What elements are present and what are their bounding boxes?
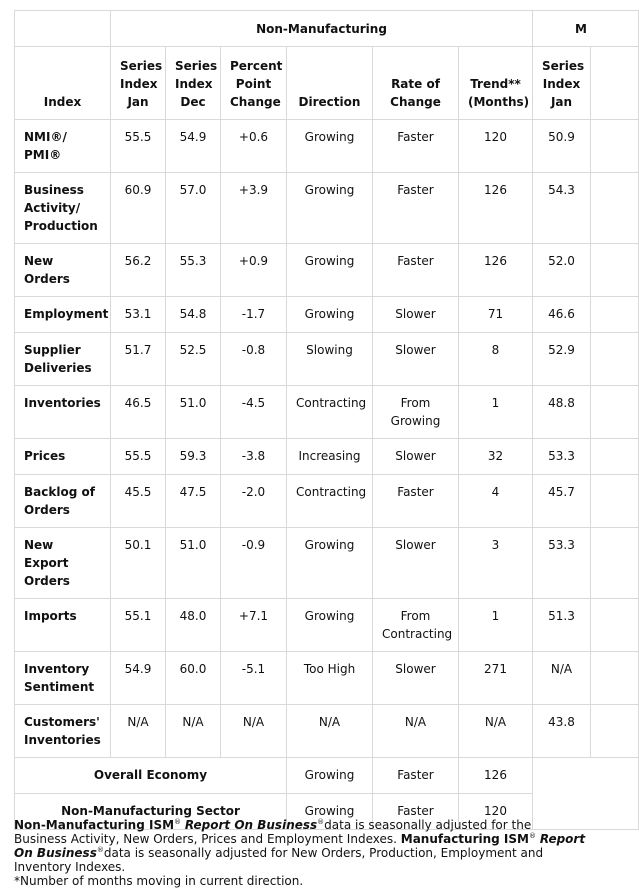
series-dec-cell: 54.9 — [166, 120, 221, 173]
mfg-series-jan-cell: 53.3 — [533, 528, 591, 599]
mfg-series-jan-cell: 52.9 — [533, 333, 591, 386]
registered-mark: ® — [528, 832, 536, 840]
ism-report-table-container — [14, 10, 587, 818]
series-jan-cell: 60.9 — [111, 173, 166, 244]
series-dec-cell: N/A — [166, 705, 221, 758]
header-line: Change — [390, 95, 441, 109]
direction-cell: Too High — [287, 652, 373, 705]
header-line: Index — [120, 77, 158, 91]
index-name-cell: Employment — [15, 297, 111, 333]
index-name-cell: Supplier Deliveries — [15, 333, 111, 386]
mfg-next-column-header — [591, 47, 639, 120]
table-row — [15, 333, 639, 386]
m-brand: Manufacturing ISM — [400, 832, 529, 846]
registered-mark: ® — [96, 846, 104, 854]
seasonal-adjustment-note — [14, 818, 586, 874]
registered-mark: ® — [317, 818, 325, 826]
direction-cell: Growing — [287, 173, 373, 244]
trend-cell: 120 — [459, 120, 533, 173]
series-dec-cell: 54.8 — [166, 297, 221, 333]
mfg-series-jan-cell: 48.8 — [533, 386, 591, 439]
column-header-row — [15, 47, 639, 120]
percent-change-cell: N/A — [221, 705, 287, 758]
rate-of-change-cell: Faster — [373, 475, 459, 528]
percent-change-cell: -5.1 — [221, 652, 287, 705]
direction-cell: Growing — [287, 120, 373, 173]
mfg-next-cell — [591, 652, 639, 705]
percent-change-cell: +0.9 — [221, 244, 287, 297]
percent-change-cell: +0.6 — [221, 120, 287, 173]
group-header-row — [15, 11, 639, 47]
header-line: Jan — [550, 95, 573, 109]
series-jan-cell: 46.5 — [111, 386, 166, 439]
mfg-series-jan-cell: 51.3 — [533, 599, 591, 652]
mfg-next-cell — [591, 599, 639, 652]
non-manufacturing-group-header: Non-Manufacturing — [111, 11, 533, 47]
header-line: Series — [120, 59, 163, 73]
table-row — [15, 475, 639, 528]
percent-change-cell: -4.5 — [221, 386, 287, 439]
series-jan-cell: N/A — [111, 705, 166, 758]
trend-column-header — [459, 47, 533, 120]
series-jan-cell: 45.5 — [111, 475, 166, 528]
rate-of-change-cell: Faster — [373, 794, 459, 830]
header-line: Trend** — [470, 77, 521, 91]
mfg-next-cell — [591, 120, 639, 173]
index-name-cell: New Orders — [15, 244, 111, 297]
series-jan-cell: 55.1 — [111, 599, 166, 652]
m-adjustment-text: data is seasonally adjusted for New Orders, Production, Employment and Inventory Indexes. — [14, 846, 544, 874]
header-line: Series — [542, 59, 585, 73]
percent-change-cell: +3.9 — [221, 173, 287, 244]
trend-cell: 1 — [459, 599, 533, 652]
percent-change-cell: -0.9 — [221, 528, 287, 599]
header-line: Point — [235, 77, 272, 91]
series-dec-cell: 51.0 — [166, 528, 221, 599]
table-row — [15, 386, 639, 439]
table-body — [15, 120, 639, 830]
summary-row — [15, 758, 639, 794]
table-row — [15, 652, 639, 705]
direction-cell: Contracting — [287, 475, 373, 528]
direction-cell: Growing — [287, 758, 373, 794]
direction-cell: N/A — [287, 705, 373, 758]
header-line: Percent — [230, 59, 283, 73]
percent-change-cell: -2.0 — [221, 475, 287, 528]
mfg-next-cell — [591, 705, 639, 758]
direction-cell: Slowing — [287, 333, 373, 386]
mfg-next-cell — [591, 386, 639, 439]
series-dec-cell: 55.3 — [166, 244, 221, 297]
empty-corner-cell — [15, 11, 111, 47]
index-column-header: Index — [15, 47, 111, 120]
index-name-cell: NMI®/ PMI® — [15, 120, 111, 173]
mfg-next-cell — [591, 439, 639, 475]
header-line: (Months) — [468, 95, 530, 109]
rate-of-change-cell: Slower — [373, 652, 459, 705]
index-name-cell: Inventories — [15, 386, 111, 439]
series-dec-cell: 51.0 — [166, 386, 221, 439]
percent-point-change-column-header — [221, 47, 287, 120]
rate-of-change-cell: From Growing — [373, 386, 459, 439]
trend-cell: 4 — [459, 475, 533, 528]
series-dec-cell: 47.5 — [166, 475, 221, 528]
rate-of-change-cell: From Contracting — [373, 599, 459, 652]
manufacturing-group-header: M — [533, 11, 639, 47]
header-line: Index — [542, 77, 581, 91]
index-name-cell: Backlog of Orders — [15, 475, 111, 528]
series-dec-cell: 59.3 — [166, 439, 221, 475]
table-row — [15, 244, 639, 297]
rate-of-change-cell: N/A — [373, 705, 459, 758]
index-name-cell: New Export Orders — [15, 528, 111, 599]
direction-cell: Growing — [287, 244, 373, 297]
mfg-next-cell — [591, 528, 639, 599]
mfg-series-jan-cell: 43.8 — [533, 705, 591, 758]
percent-change-cell: -1.7 — [221, 297, 287, 333]
series-dec-cell: 57.0 — [166, 173, 221, 244]
direction-cell: Growing — [287, 794, 373, 830]
series-jan-column-header — [111, 47, 166, 120]
trend-cell: 71 — [459, 297, 533, 333]
nm-adjustment-text: data is seasonally adjusted for the Business Activity, New Orders, Prices and Employment Indexes. — [14, 818, 532, 846]
rate-of-change-cell: Slower — [373, 297, 459, 333]
trend-cell: 8 — [459, 333, 533, 386]
header-line: Change — [230, 95, 281, 109]
table-row — [15, 705, 639, 758]
trend-cell: 1 — [459, 386, 533, 439]
series-jan-cell: 51.7 — [111, 333, 166, 386]
index-name-cell: Customers' Inventories — [15, 705, 111, 758]
index-name-cell: Imports — [15, 599, 111, 652]
series-jan-cell: 54.9 — [111, 652, 166, 705]
series-dec-cell: 60.0 — [166, 652, 221, 705]
percent-change-cell: +7.1 — [221, 599, 287, 652]
series-jan-cell: 50.1 — [111, 528, 166, 599]
trend-cell: 120 — [459, 794, 533, 830]
trend-cell: 126 — [459, 173, 533, 244]
mfg-next-cell — [591, 173, 639, 244]
header-line: Index — [175, 77, 213, 91]
table-row — [15, 120, 639, 173]
header-line: Rate of — [391, 77, 440, 91]
direction-cell: Growing — [287, 528, 373, 599]
trend-note: *Number of months moving in current direction. — [14, 874, 304, 888]
mfg-series-jan-cell: 50.9 — [533, 120, 591, 173]
rate-of-change-column-header — [373, 47, 459, 120]
table-row — [15, 599, 639, 652]
series-jan-cell: 56.2 — [111, 244, 166, 297]
trend-cell: 3 — [459, 528, 533, 599]
series-jan-cell: 55.5 — [111, 120, 166, 173]
header-line: Series — [175, 59, 218, 73]
summary-label-cell: Non-Manufacturing Sector — [15, 794, 287, 830]
rate-of-change-cell: Faster — [373, 244, 459, 297]
report-title: Report On Business — [14, 832, 586, 860]
mfg-series-jan-cell: N/A — [533, 652, 591, 705]
trend-cell: N/A — [459, 705, 533, 758]
table-row — [15, 173, 639, 244]
mfg-next-cell — [591, 244, 639, 297]
series-dec-column-header — [166, 47, 221, 120]
nm-brand: Non-Manufacturing ISM — [14, 818, 175, 832]
summary-label-cell: Overall Economy — [15, 758, 287, 794]
direction-cell: Growing — [287, 297, 373, 333]
trend-cell: 32 — [459, 439, 533, 475]
mfg-series-jan-cell: 45.7 — [533, 475, 591, 528]
rate-of-change-cell: Slower — [373, 439, 459, 475]
index-name-cell: Inventory Sentiment — [15, 652, 111, 705]
mfg-series-jan-cell: 46.6 — [533, 297, 591, 333]
mfg-next-cell — [591, 475, 639, 528]
mfg-next-cell — [591, 297, 639, 333]
percent-change-cell: -0.8 — [221, 333, 287, 386]
series-dec-cell: 52.5 — [166, 333, 221, 386]
rate-of-change-cell: Faster — [373, 758, 459, 794]
footnote — [14, 818, 586, 888]
percent-change-cell: -3.8 — [221, 439, 287, 475]
mfg-series-jan-column-header — [533, 47, 591, 120]
series-jan-cell: 55.5 — [111, 439, 166, 475]
rate-of-change-cell: Faster — [373, 173, 459, 244]
registered-mark: ® — [174, 818, 182, 826]
mfg-next-cell — [591, 333, 639, 386]
direction-cell: Increasing — [287, 439, 373, 475]
report-title: Report On Business — [184, 818, 318, 832]
index-name-cell: Business Activity/ Production — [15, 173, 111, 244]
trend-cell: 126 — [459, 244, 533, 297]
table-row — [15, 439, 639, 475]
direction-column-header: Direction — [287, 47, 373, 120]
rate-of-change-cell: Slower — [373, 333, 459, 386]
header-line: Jan — [127, 95, 149, 109]
direction-cell: Contracting — [287, 386, 373, 439]
index-name-cell: Prices — [15, 439, 111, 475]
mfg-series-jan-cell: 53.3 — [533, 439, 591, 475]
series-dec-cell: 48.0 — [166, 599, 221, 652]
trend-cell: 271 — [459, 652, 533, 705]
rate-of-change-cell: Faster — [373, 120, 459, 173]
table-row — [15, 528, 639, 599]
header-line: Dec — [180, 95, 206, 109]
mfg-series-jan-cell: 54.3 — [533, 173, 591, 244]
ism-report-table — [14, 10, 639, 830]
direction-cell: Growing — [287, 599, 373, 652]
table-row — [15, 297, 639, 333]
mfg-series-jan-cell: 52.0 — [533, 244, 591, 297]
rate-of-change-cell: Slower — [373, 528, 459, 599]
trend-cell: 126 — [459, 758, 533, 794]
series-jan-cell: 53.1 — [111, 297, 166, 333]
